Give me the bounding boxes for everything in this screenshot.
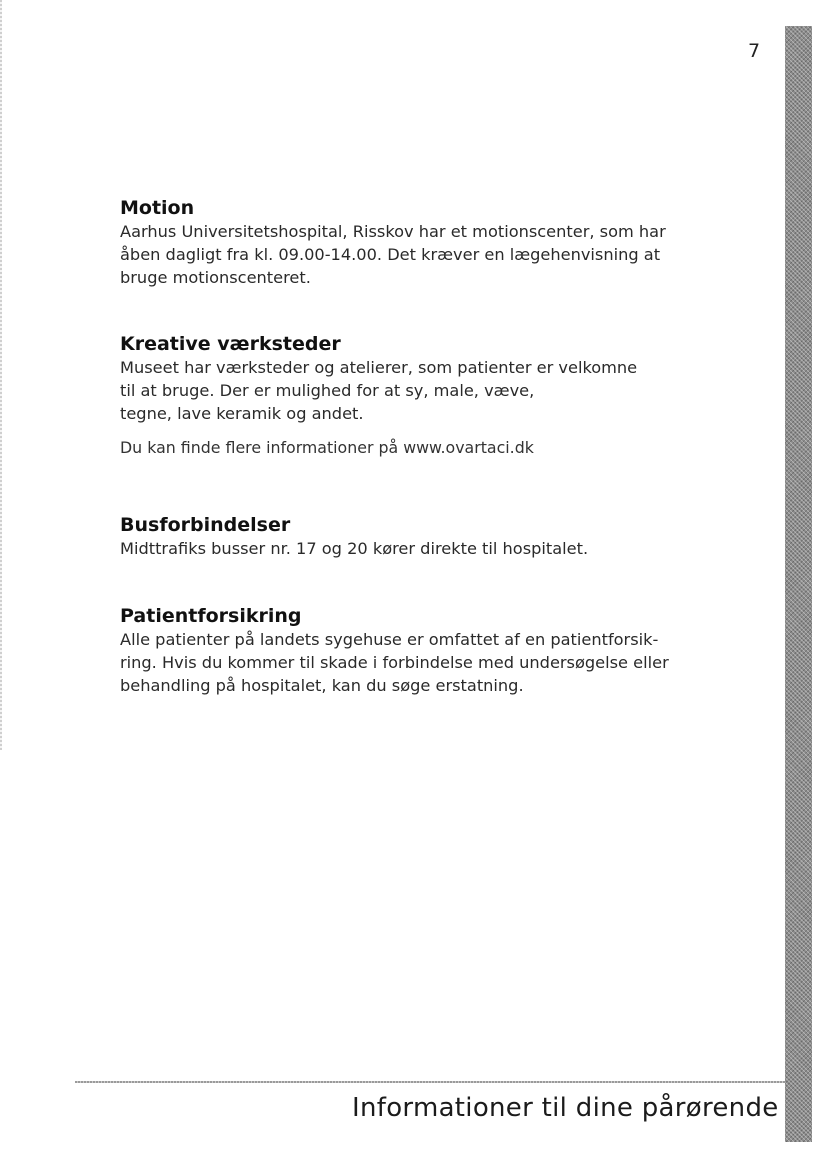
section-body: Alle patienter på landets sygehuse er omfattet af en patientforsik- ring. Hvis du kommer til skade i forbindelse med undersøgelse eller behandling på hospitalet, kan du søge erstatning. bbox=[120, 630, 669, 695]
footer-title: Informationer til dine pårørende bbox=[352, 1093, 779, 1123]
section-body: Aarhus Universitetshospital, Risskov har et motionscenter, som har åben dagligt fra kl. 09.00-14.00. Det kræver en lægehenvisning at bruge motionscenteret. bbox=[120, 222, 666, 287]
section-body: Midttrafiks busser nr. 17 og 20 kører direkte til hospitalet. bbox=[120, 539, 589, 558]
scan-edge bbox=[0, 0, 2, 750]
section-busforbindelser bbox=[120, 513, 720, 560]
section-heading: Busforbindelser bbox=[120, 514, 291, 536]
section-motion bbox=[120, 196, 720, 289]
section-kreative-vaerksteder bbox=[120, 332, 720, 459]
section-patientforsikring bbox=[120, 604, 720, 697]
section-heading: Patientforsikring bbox=[120, 605, 302, 627]
section-heading: Motion bbox=[120, 197, 195, 219]
website-note: Du kan finde flere informationer på www.ovartaci.dk bbox=[120, 438, 534, 457]
section-heading: Kreative værksteder bbox=[120, 333, 341, 355]
footer-divider bbox=[75, 1081, 785, 1083]
section-body: Museet har værksteder og atelierer, som patienter er velkomne til at bruge. Der er mulighed for at sy, male, væve, tegne, lave keramik og andet. bbox=[120, 358, 638, 423]
page-number: 7 bbox=[748, 40, 761, 62]
page-edge-bar bbox=[785, 26, 812, 1142]
